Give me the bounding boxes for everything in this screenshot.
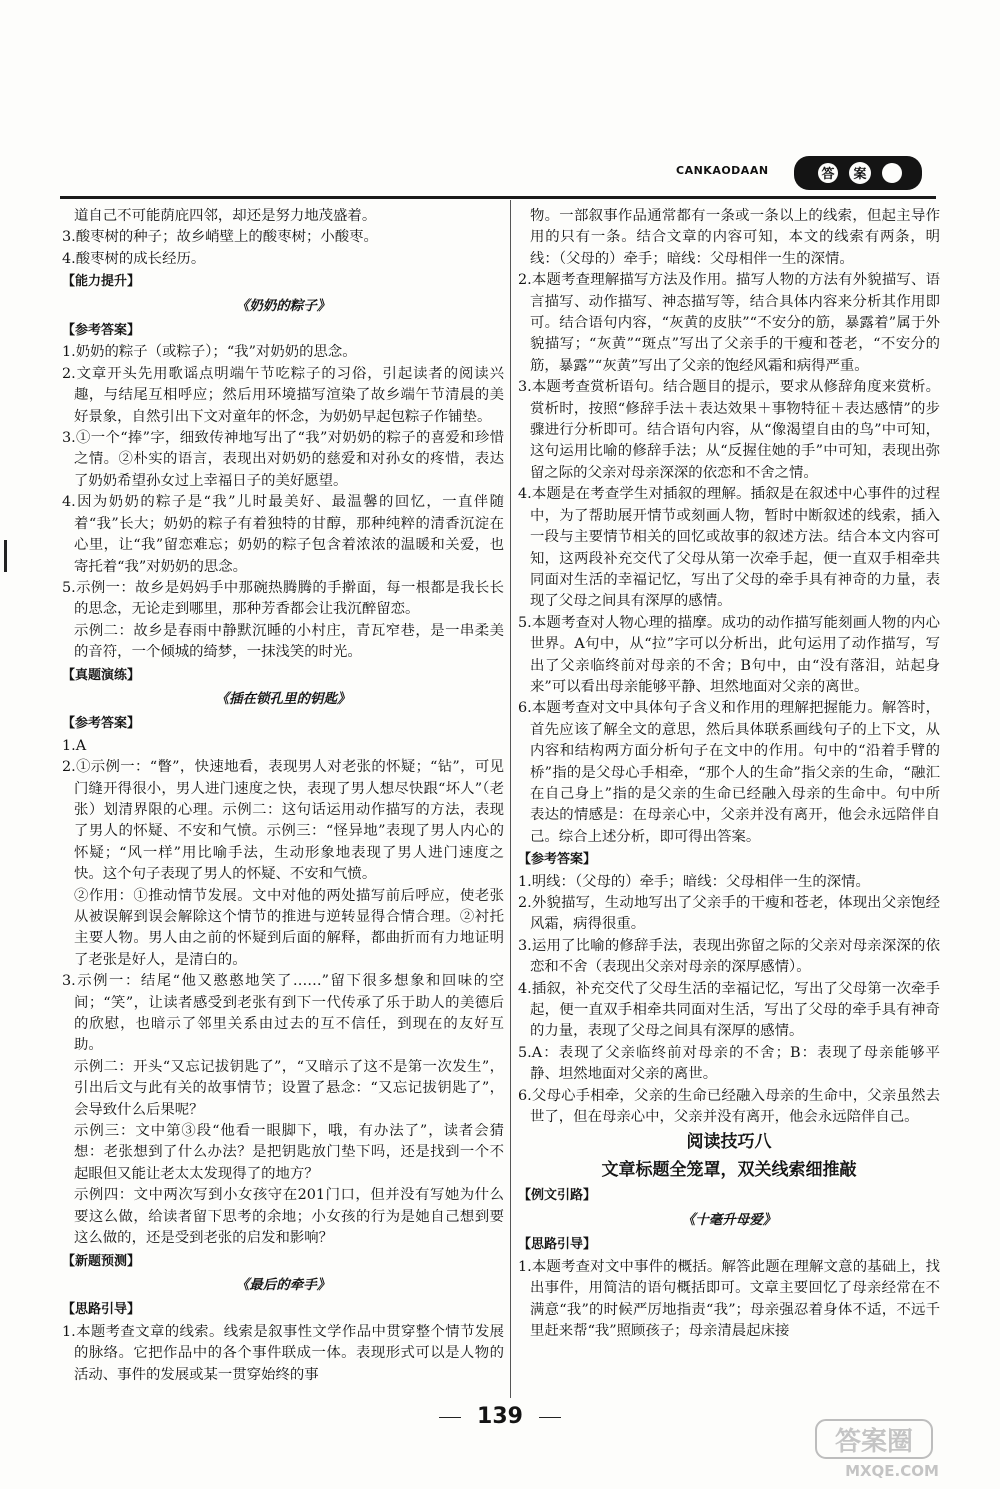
section-heading: 【思路引导】 [62, 1302, 141, 1318]
answer-paragraph: 2.文章开头先用歌谣点明端午节吃粽子的习俗，引起读者的阅读兴趣，与结尾互相呼应；然后用环境描写渲染了故乡端午节清晨的美好景象，自然引出下文对童年的怀念，为奶奶早起包粽子作铺垫。 [62, 365, 504, 425]
answer-paragraph: 2.外貌描写，生动地写出了父亲手的干瘦和苍老，体现出父亲饱经风霜，病得很重。 [518, 895, 940, 933]
answer-paragraph: 3.①一个“捧”字，细致传神地写出了“我”对奶奶的粽子的喜爱和珍惜之情。②朴实的语言，表现出对奶奶的慈爱和对孙女的疼惜，表达了奶奶希望孙女过上幸福日子的美好愿望。 [62, 430, 504, 489]
article-title: 《奶奶的粽子》 [235, 297, 331, 314]
section-heading: 【能力提升】 [62, 274, 141, 290]
section-heading: 【参考答案】 [518, 852, 597, 868]
section-heading: 【例文引路】 [518, 1188, 597, 1204]
answer-paragraph: 3.运用了比喻的修辞手法，表现出弥留之际的父亲对母亲深深的依恋和不舍（表现出父亲对母亲的深厚感情）。 [518, 937, 940, 976]
answer-paragraph: 2.本题考查理解描写方法及作用。描写人物的方法有外貌描写、语言描写、动作描写、神态描写等，结合具体内容来分析其作用即可。结合语句内容，“灰黄的皮肤”“不安分的筋，暴露着”属于外貌描写；“灰黄”“斑点”写出了父亲手的干瘦和苍老，“不安分的筋，暴露”“灰黄”写出了父亲的饱经风霜和病得严重。 [518, 272, 940, 374]
watermark-bottom-text: MXQE.COM [845, 1462, 939, 1480]
left-column [62, 206, 504, 1386]
section-heading: 【参考答案】 [62, 323, 141, 339]
page-number-text: 139 [477, 1404, 523, 1429]
brand-logo [794, 150, 922, 194]
answer-paragraph: 3.酸枣树的种子；故乡峭壁上的酸枣树；小酸枣。 [62, 229, 378, 246]
column-divider [510, 200, 511, 1398]
answer-paragraph: 示例二：故乡是春雨中静默沉睡的小村庄，青瓦窄巷，是一串柔美的音符，一个倾城的绮梦，一抹浅笑的时光。 [74, 622, 504, 661]
answer-paragraph: 5.示例一：故乡是妈妈手中那碗热腾腾的手擀面，每一根都是我长长的思念，无论走到哪里，那种芳香都会让我沉醉留恋。 [62, 579, 504, 618]
answer-paragraph: 4.本题是在考查学生对插叙的理解。插叙是在叙述中心事件的过程中，为了帮助展开情节或刻画人物，暂时中断叙述的线索，插入一段与主要情节相关的回忆或故事的叙述方法。结合本文内容可知，这两段补充交代了父母从第一次牵手起，便一直双手相牵共同面对生活的幸福记忆，写出了父母的牵手具有神奇的力量，表现了父母之间具有深厚的感情。 [518, 486, 940, 610]
margin-mark [4, 540, 7, 572]
page-number-dash-left [439, 1417, 461, 1418]
answer-paragraph: 1.明线：（父母的）牵手；暗线：父母相伴一生的深情。 [518, 873, 870, 890]
section-heading: 【思路引导】 [518, 1237, 597, 1253]
article-title: 《十毫升母爱》 [681, 1211, 777, 1228]
header-brand [676, 150, 926, 198]
answer-paragraph: 示例二：开头“又忘记拔钥匙了”，“又暗示了这不是第一次发生”，引出后文与此有关的故事情节；设置了悬念：“又忘记拔钥匙了”，会导致什么后果呢？ [74, 1058, 504, 1118]
article-title: 《最后的牵手》 [235, 1276, 331, 1293]
section-heading: 【真题演练】 [62, 667, 141, 683]
answer-paragraph: 1.本题考查对文中事件的概括。解答此题在理解文意的基础上，找出事件，用简洁的语句概括即可。文章主要回忆了母亲经常在不满意“我”的时候严厉地指责“我”；母亲强忍着身体不适，不远千里赶来帮“我”照顾孩子；母亲清晨起床接 [518, 1258, 940, 1339]
answer-paragraph: ②作用：①推动情节发展。文中对他的两处描写前后呼应，使老张从被误解到误会解除这个情节的推进与逆转显得合情合理。②衬托主要人物。男人由之前的怀疑到后面的解释，都曲折而有力地证明了老张是好人，是清白的。 [74, 887, 504, 968]
answer-paragraph: 1.A [62, 737, 87, 754]
answer-paragraph: 示例四：文中两次写到小女孩守在201门口，但并没有写她为什么要这么做，给读者留下思考的余地；小女孩的行为是她自己想到要这么做的，还是受到老张的启发和影响？ [74, 1187, 504, 1247]
svg-text:答: 答 [821, 167, 835, 182]
answer-paragraph: 道自己不可能荫庇四邻，却还是努力地茂盛着。 [74, 208, 377, 224]
right-column [518, 206, 940, 1342]
answer-paragraph: 3.本题考查赏析语句。结合题目的提示，要求从修辞角度来赏析。赏析时，按照“修辞手法＋表达效果＋事物特征＋表达感情”的步骤进行分析即可。结合语句内容，从“像渴望自由的鸟”中可知，这句运用比喻的修辞手法；从“反握住她的手”中可知，表现出弥留之际的父亲对母亲深深的依恋和不舍之情。 [518, 379, 940, 481]
page-number-dash-right [539, 1417, 561, 1418]
svg-text:案: 案 [853, 167, 867, 182]
answer-paragraph: 6.本题考查对文中具体句子含义和作用的理解把握能力。解答时，首先应该了解全文的意思，然后具体联系画线句子的上下文，从内容和结构两方面分析句子在文中的作用。句中的“沿着手臂的桥”指的是父母心手相牵，“那个人的生命”指父亲的生命，“融汇在自己身上”指的是父亲的生命已经融入母亲的生命中。句中所表达的情感是：在母亲心中，父亲并没有离开，他会永远陪伴自己。综合上述分析，即可得出答案。 [518, 700, 940, 845]
section-heading: 【参考答案】 [62, 716, 141, 732]
answer-paragraph: 物。一部叙事作品通常都有一条或一条以上的线索，但起主导作用的只有一条。结合文章的内容可知，本文的线索有两条，明线：（父母的）牵手；暗线：父母相伴一生的深情。 [530, 208, 940, 267]
header-rule [60, 196, 936, 199]
chapter-heading: 文章标题全笼罩，双关线索细推敲 [601, 1160, 857, 1181]
answer-paragraph: 4.插叙，补充交代了父母生活的幸福记忆，写出了父母第一次牵手起，便一直双手相牵共同面对生活，写出了父母的牵手具有神奇的力量，表现了父母之间具有深厚的感情。 [518, 980, 940, 1040]
watermark-logo [812, 1416, 972, 1482]
answer-paragraph: 2.①示例一：“瞥”，快速地看，表现男人对老张的怀疑；“钻”，可见门缝开得很小，男人进门速度之快，表现了男人想尽快跟“坏人”（老张）划清界限的心理。示例二：这句话运用动作描写的方法，表现了男人的怀疑、不安和气愤。示例三：“怪异地”表现了男人内心的怀疑；“风一样”用比喻手法，生动形象地表现了男人进门速度之快。这个句子表现了男人的怀疑、不安和气愤。 [62, 759, 504, 883]
answer-paragraph: 1.奶奶的粽子（或粽子）；“我”对奶奶的思念。 [62, 344, 357, 361]
answer-paragraph: 3.示例一：结尾“他又憨憨地笑了……”留下很多想象和回味的空间；“笑”，让读者感受到老张有到下一代传承了乐于助人的美德后的欣慰，也暗示了邻里关系由过去的互不信任，到现在的友好互助。 [62, 973, 504, 1054]
answer-paragraph: 4.酸枣树的成长经历。 [62, 250, 206, 267]
chapter-heading: 阅读技巧八 [686, 1132, 772, 1153]
section-heading: 【新题预测】 [62, 1253, 141, 1269]
answer-paragraph: 5.A：表现了父亲临终前对母亲的不舍；B：表现了母亲能够平静、坦然地面对父亲的离世。 [518, 1044, 940, 1083]
answer-paragraph: 1.本题考查文章的线索。线索是叙事性文学作品中贯穿整个情节发展的脉络。它把作品中的各个事件联成一体。表现形式可以是人物的活动、事件的发展或某一贯穿始终的事 [62, 1323, 504, 1383]
brand-text: CANKAODAAN [676, 164, 769, 177]
answer-paragraph: 5.本题考查对人物心理的描摩。成功的动作描写能刻画人物的内心世界。A句中，从“拉”字可以分析出，此句运用了动作描写，写出了父亲临终前对母亲的不舍；B句中，由“没有落泪，站起身来”可以看出母亲能够平静、坦然地面对父亲的离世。 [518, 614, 940, 695]
answer-paragraph: 示例三：文中第③段“他看一眼脚下，哦，有办法了”，读者会猜想：老张想到了什么办法？是把钥匙放门垫下吗，还是找到一个不起眼但又能让老太太发现得了的地方？ [74, 1123, 504, 1182]
answer-paragraph: 6.父母心手相牵，父亲的生命已经融入母亲的生命中，父亲虽然去世了，但在母亲心中，父亲并没有离开，他会永远陪伴自己。 [518, 1087, 940, 1126]
answer-paragraph: 4.因为奶奶的粽子是“我”儿时最美好、最温馨的回忆，一直伴随着“我”长大；奶奶的粽子有着独特的甘醇，那种纯粹的清香沉淀在心里，让“我”留恋难忘；奶奶的粽子包含着浓浓的温暖和关爱，也寄托着“我”对奶奶的思念。 [62, 494, 504, 575]
article-title: 《插在锁孔里的钥匙》 [215, 690, 351, 707]
watermark-top-text: 答案圈 [834, 1427, 914, 1457]
